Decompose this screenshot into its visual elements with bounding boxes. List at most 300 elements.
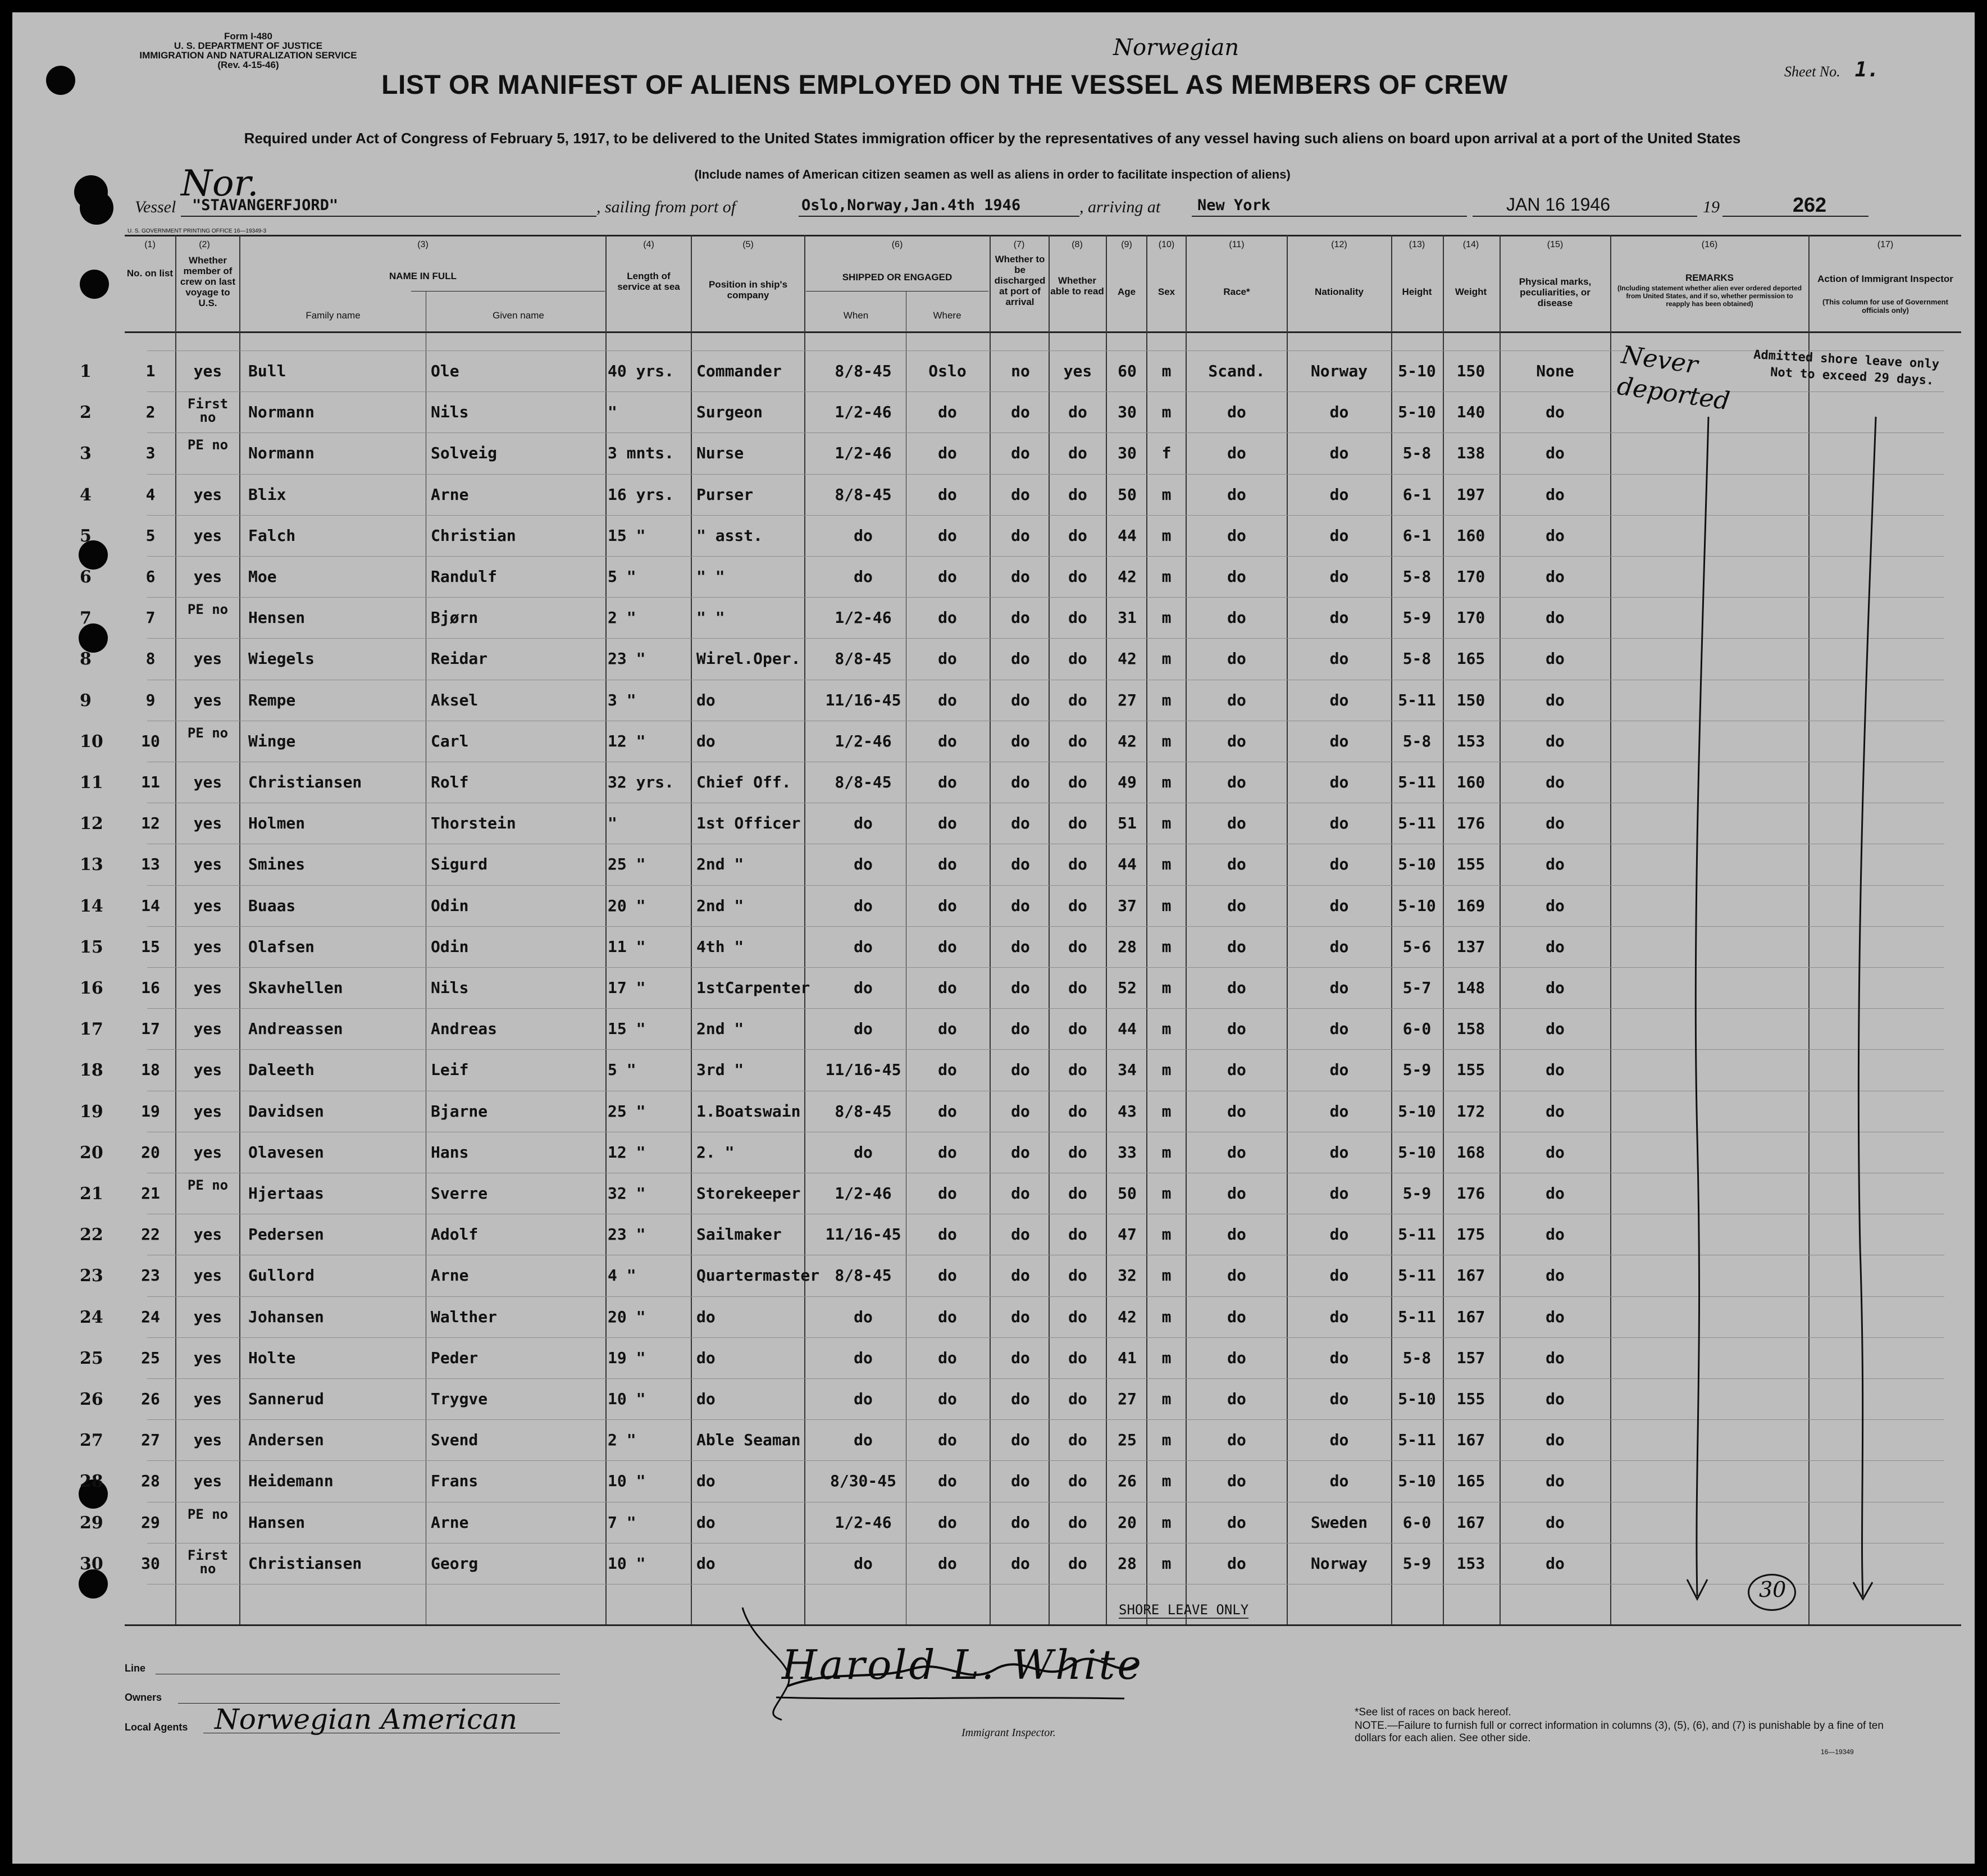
cell-where: do <box>938 485 957 504</box>
cell-n: 14 <box>141 896 160 915</box>
cell-where: do <box>938 444 957 463</box>
col-header-given-name: Given name <box>493 310 544 321</box>
cell-height: 5-8 <box>1402 1348 1432 1367</box>
cell-marks: do <box>1546 1390 1565 1408</box>
cell-sex: m <box>1161 1019 1172 1039</box>
cell-prev: yes <box>193 773 222 791</box>
cell-age: 52 <box>1118 978 1137 997</box>
cell-sex: m <box>1161 567 1172 586</box>
cell-position: Chief Off. <box>696 773 791 791</box>
cell-weight: 197 <box>1456 485 1485 504</box>
cell-read: do <box>1068 444 1087 463</box>
cell-prev: yes <box>193 649 222 668</box>
handwritten-row-number: 5 <box>80 526 92 546</box>
cell-sex: m <box>1161 1142 1172 1162</box>
col-header-when: When <box>843 310 869 321</box>
cell-marks: do <box>1546 1101 1565 1121</box>
cell-when: 1/2-46 <box>835 444 892 463</box>
cell-age: 28 <box>1118 1554 1137 1573</box>
cell-given: Leif <box>431 1060 469 1080</box>
cell-sex: m <box>1161 1431 1172 1450</box>
cell-given: Nils <box>431 978 469 997</box>
cell-race: do <box>1227 1225 1246 1244</box>
cell-read: do <box>1068 526 1087 545</box>
cell-service: 20 " <box>608 1307 646 1326</box>
cell-weight: 167 <box>1456 1307 1485 1326</box>
cell-family: Moe <box>248 567 277 586</box>
cell-when: do <box>854 1554 873 1573</box>
cell-nationality: do <box>1329 1431 1349 1450</box>
cell-service: 25 " <box>608 1101 646 1121</box>
cell-when: do <box>854 978 873 997</box>
penalty-note: NOTE.—Failure to furnish full or correct information in columns (3), (5), (6), and (7) is punishable by a fine of ten dollars for each alien. See other side. <box>1355 1720 1884 1744</box>
col-header-no-on-list: No. on list <box>126 268 174 279</box>
cell-discharge: do <box>1011 1431 1030 1450</box>
cell-nationality: Norway <box>1310 1554 1368 1573</box>
col-num-9: (9) <box>1121 240 1132 249</box>
cell-given: Walther <box>431 1307 498 1326</box>
cell-when: 1/2-46 <box>835 731 892 750</box>
cell-given: Carl <box>431 731 469 750</box>
punch-hole <box>46 66 75 95</box>
cell-family: Blix <box>248 485 286 504</box>
cell-discharge: do <box>1011 485 1030 504</box>
cell-race: do <box>1227 608 1246 627</box>
col-header-last-voyage: Whether member of crew on last voyage to U.S. <box>180 255 236 308</box>
cell-where: do <box>938 608 957 627</box>
cell-age: 50 <box>1118 1184 1137 1203</box>
cell-nationality: do <box>1329 485 1349 504</box>
remarks-ditto-arrow <box>1687 417 1708 1599</box>
total-count: 30 <box>1759 1577 1787 1602</box>
cell-age: 50 <box>1118 485 1137 504</box>
cell-discharge: do <box>1011 444 1030 463</box>
local-agents-label: Local Agents <box>125 1722 188 1733</box>
cell-prev: yes <box>193 1472 222 1491</box>
cell-sex: m <box>1161 1266 1172 1285</box>
cell-read: do <box>1068 1472 1087 1491</box>
cell-age: 27 <box>1118 1390 1137 1408</box>
cell-nationality: do <box>1329 649 1349 668</box>
underline <box>799 216 1079 217</box>
cell-discharge: do <box>1011 1348 1030 1367</box>
cell-family: Olafsen <box>248 937 315 956</box>
cell-weight: 170 <box>1456 608 1485 627</box>
cell-race: do <box>1227 1472 1246 1491</box>
subtitle-note: (Include names of American citizen seamen as well as aliens in order to facilitate inspection of aliens) <box>694 167 1291 181</box>
cell-discharge: do <box>1011 1390 1030 1408</box>
arriving-port: New York <box>1197 197 1271 214</box>
cell-nationality: do <box>1329 1019 1349 1039</box>
cell-n: 24 <box>141 1307 160 1326</box>
cell-prev: yes <box>193 1431 222 1450</box>
handwritten-row-number: 22 <box>80 1225 103 1245</box>
cell-n: 11 <box>141 773 160 791</box>
cell-n: 15 <box>141 937 160 956</box>
cell-age: 25 <box>1118 1431 1137 1450</box>
cell-height: 5-8 <box>1402 567 1432 586</box>
handwritten-row-number: 26 <box>80 1390 103 1409</box>
cell-discharge: do <box>1011 731 1030 750</box>
cell-given: Odin <box>431 937 469 956</box>
cell-position: Wirel.Oper. <box>696 649 801 668</box>
cell-service: 16 yrs. <box>608 485 675 504</box>
col-num-12: (12) <box>1331 240 1347 249</box>
handwritten-row-number: 8 <box>80 649 92 670</box>
action-not-to-exceed: Not to exceed 29 days. <box>1770 365 1934 388</box>
cell-sex: m <box>1161 362 1172 380</box>
cell-weight: 155 <box>1456 1390 1485 1408</box>
cell-read: do <box>1068 896 1087 915</box>
cell-n: 12 <box>141 814 160 833</box>
cell-race: do <box>1227 1101 1246 1121</box>
cell-discharge: do <box>1011 1142 1030 1162</box>
cell-when: do <box>854 1348 873 1367</box>
cell-when: 8/8-45 <box>835 773 892 791</box>
cell-where: do <box>938 1019 957 1039</box>
cell-discharge: do <box>1011 1554 1030 1573</box>
cell-nationality: do <box>1329 1472 1349 1491</box>
cell-n: 13 <box>141 855 160 874</box>
cell-service: 19 " <box>608 1348 646 1367</box>
cell-prev: PE no <box>187 437 229 453</box>
cell-discharge: do <box>1011 855 1030 874</box>
cell-race: do <box>1227 896 1246 915</box>
action-ditto-arrow <box>1853 417 1876 1599</box>
cell-marks: do <box>1546 1513 1565 1532</box>
cell-family: Daleeth <box>248 1060 315 1080</box>
cell-race: do <box>1227 403 1246 422</box>
cell-age: 42 <box>1118 567 1137 586</box>
cell-discharge: do <box>1011 1513 1030 1532</box>
cell-marks: do <box>1546 1019 1565 1039</box>
cell-given: Bjørn <box>431 608 478 627</box>
cell-nationality: do <box>1329 526 1349 545</box>
cell-family: Buaas <box>248 896 296 915</box>
cell-weight: 175 <box>1456 1225 1485 1244</box>
cell-service: 7 " <box>608 1513 636 1532</box>
handwritten-row-number: 25 <box>80 1348 103 1368</box>
cell-weight: 167 <box>1456 1513 1485 1532</box>
cell-position: 2nd " <box>696 896 744 915</box>
cell-height: 5-11 <box>1398 1266 1436 1285</box>
cell-where: do <box>938 690 957 709</box>
cell-family: Holmen <box>248 814 306 833</box>
cell-race: do <box>1227 690 1246 709</box>
cell-read: do <box>1068 690 1087 709</box>
cell-read: do <box>1068 1142 1087 1162</box>
cell-position: do <box>696 690 715 709</box>
cell-given: Thorstein <box>431 814 516 833</box>
cell-race: do <box>1227 1513 1246 1532</box>
handwritten-row-number: 28 <box>80 1472 103 1492</box>
handwritten-row-number: 1 <box>80 362 92 381</box>
cell-marks: do <box>1546 403 1565 422</box>
cell-family: Andreassen <box>248 1019 343 1039</box>
cell-sex: m <box>1161 526 1172 545</box>
col-header-family-name: Family name <box>306 310 361 321</box>
col-num-2: (2) <box>199 240 210 249</box>
signature-text: Harold L. White <box>782 1641 1144 1688</box>
cell-nationality: Norway <box>1310 362 1368 380</box>
cell-when: 1/2-46 <box>835 1513 892 1532</box>
cell-height: 5-8 <box>1402 649 1432 668</box>
cell-read: do <box>1068 1348 1087 1367</box>
column-rule <box>1106 235 1107 1624</box>
cell-given: Solveig <box>431 444 498 463</box>
column-rule <box>1610 235 1611 1624</box>
cell-when: do <box>854 814 873 833</box>
cell-prev: yes <box>193 1142 222 1162</box>
cell-age: 43 <box>1118 1101 1137 1121</box>
cell-given: Sigurd <box>431 855 488 874</box>
cell-read: do <box>1068 1390 1087 1408</box>
cell-when: do <box>854 567 873 586</box>
cell-marks: do <box>1546 1348 1565 1367</box>
cell-weight: 176 <box>1456 814 1485 833</box>
cell-position: do <box>696 1390 715 1408</box>
cell-position: 1.Boatswain <box>696 1101 801 1121</box>
cell-nationality: do <box>1329 444 1349 463</box>
cell-prev: yes <box>193 1348 222 1367</box>
cell-marks: do <box>1546 1266 1565 1285</box>
cell-where: do <box>938 1554 957 1573</box>
cell-age: 47 <box>1118 1225 1137 1244</box>
cell-n: 10 <box>141 731 160 750</box>
owners-label: Owners <box>125 1692 162 1703</box>
cell-weight: 160 <box>1456 526 1485 545</box>
cell-read: do <box>1068 649 1087 668</box>
cell-when: do <box>854 1307 873 1326</box>
ditto-arrows <box>1675 406 1956 1613</box>
cell-family: Pedersen <box>248 1225 324 1244</box>
cell-race: do <box>1227 567 1246 586</box>
cell-discharge: do <box>1011 1225 1030 1244</box>
table-header-border <box>125 331 1961 333</box>
cell-height: 5-10 <box>1398 855 1436 874</box>
sheet-number <box>1784 58 1879 81</box>
cell-sex: m <box>1161 855 1172 874</box>
col-header-race: Race* <box>1223 286 1250 297</box>
cell-height: 5-9 <box>1402 1554 1432 1573</box>
cell-when: do <box>854 855 873 874</box>
manifest-sheet <box>12 12 1975 1864</box>
cell-sex: m <box>1161 1513 1172 1532</box>
cell-when: 11/16-45 <box>825 1225 901 1244</box>
cell-weight: 155 <box>1456 855 1485 874</box>
cell-nationality: do <box>1329 1266 1349 1285</box>
cell-given: Arne <box>431 485 469 504</box>
form-number: Form I-480 <box>224 31 272 42</box>
cell-when: do <box>854 1390 873 1408</box>
cell-when: do <box>854 1142 873 1162</box>
cell-family: Wiegels <box>248 649 315 668</box>
cell-family: Normann <box>248 444 315 463</box>
cell-race: do <box>1227 731 1246 750</box>
page-title: LIST OR MANIFEST OF ALIENS EMPLOYED ON THE VESSEL AS MEMBERS OF CREW <box>381 70 1508 100</box>
cell-marks: do <box>1546 485 1565 504</box>
cell-age: 30 <box>1118 403 1137 422</box>
cell-position: Storekeeper <box>696 1184 801 1203</box>
handwritten-row-number: 11 <box>80 773 103 793</box>
cell-prev: yes <box>193 937 222 956</box>
underline <box>1192 216 1467 217</box>
cell-given: Arne <box>431 1266 469 1285</box>
cell-position: 2nd " <box>696 1019 744 1039</box>
cell-race: do <box>1227 1184 1246 1203</box>
cell-height: 6-1 <box>1402 526 1432 545</box>
cell-service: 23 " <box>608 1225 646 1244</box>
cell-weight: 153 <box>1456 731 1485 750</box>
cell-marks: do <box>1546 526 1565 545</box>
signature-caption: Immigrant Inspector. <box>961 1727 1056 1739</box>
cell-height: 5-8 <box>1402 731 1432 750</box>
cell-n: 28 <box>141 1472 160 1491</box>
cell-n: 20 <box>141 1142 160 1162</box>
cell-height: 6-0 <box>1402 1513 1432 1532</box>
cell-prev: PE no <box>187 1506 229 1522</box>
cell-read: do <box>1068 608 1087 627</box>
cell-where: do <box>938 1513 957 1532</box>
underline <box>1473 216 1697 217</box>
cell-height: 5-10 <box>1398 403 1436 422</box>
cell-sex: m <box>1161 731 1172 750</box>
cell-discharge: do <box>1011 773 1030 791</box>
shipped-subheader-rule <box>806 291 988 292</box>
handwritten-row-number: 29 <box>80 1513 103 1533</box>
col-header-remarks: REMARKS <box>1685 272 1734 283</box>
cell-given: Christian <box>431 526 516 545</box>
cell-nationality: do <box>1329 896 1349 915</box>
cell-marks: do <box>1546 567 1565 586</box>
cell-discharge: do <box>1011 1019 1030 1039</box>
sheet-number-label: Sheet No. <box>1784 63 1840 80</box>
cell-discharge: do <box>1011 526 1030 545</box>
cell-race: do <box>1227 1348 1246 1367</box>
cell-family: Hansen <box>248 1513 306 1532</box>
cell-height: 5-7 <box>1402 978 1432 997</box>
cell-where: do <box>938 1184 957 1203</box>
handwritten-row-number: 2 <box>80 403 92 423</box>
cell-prev: yes <box>193 567 222 586</box>
col-num-3: (3) <box>417 240 429 249</box>
cell-height: 6-1 <box>1402 485 1432 504</box>
cell-n: 30 <box>141 1554 160 1573</box>
cell-height: 5-10 <box>1398 1142 1436 1162</box>
column-rule <box>1146 235 1147 1624</box>
cell-position: do <box>696 1348 715 1367</box>
cell-marks: do <box>1546 1472 1565 1491</box>
cell-nationality: do <box>1329 690 1349 709</box>
cell-position: 1stCarpenter <box>696 978 810 997</box>
handwritten-row-number: 18 <box>80 1060 103 1081</box>
cell-discharge: do <box>1011 690 1030 709</box>
cell-height: 5-10 <box>1398 1390 1436 1408</box>
cell-weight: 167 <box>1456 1266 1485 1285</box>
cell-prev: yes <box>193 526 222 545</box>
cell-family: Andersen <box>248 1431 324 1450</box>
cell-where: do <box>938 1348 957 1367</box>
column-rule <box>1500 235 1501 1624</box>
cell-height: 5-11 <box>1398 690 1436 709</box>
shore-leave-stamp: SHORE LEAVE ONLY <box>1119 1602 1249 1618</box>
cell-sex: m <box>1161 1554 1172 1573</box>
subtitle: Required under Act of Congress of February 5, 1917, to be delivered to the United States immigration officer by the representatives of any vessel having such aliens on board upon arrival at a port of the United States <box>244 130 1741 147</box>
cell-nationality: do <box>1329 608 1349 627</box>
vessel-label: Vessel <box>135 198 176 216</box>
cell-race: do <box>1227 649 1246 668</box>
cell-race: do <box>1227 1390 1246 1408</box>
punch-hole <box>79 1569 108 1599</box>
handwritten-row-number: 30 <box>80 1554 103 1574</box>
cell-family: Sannerud <box>248 1390 324 1408</box>
cell-race: do <box>1227 1307 1246 1326</box>
cell-service: 2 " <box>608 1431 636 1450</box>
table-top-border <box>125 235 1961 236</box>
cell-height: 5-11 <box>1398 1307 1436 1326</box>
arrival-date-stamp: JAN 16 1946 <box>1506 194 1611 215</box>
cell-nationality: do <box>1329 1348 1349 1367</box>
cell-height: 5-8 <box>1402 444 1432 463</box>
cell-read: yes <box>1063 362 1092 380</box>
cell-discharge: do <box>1011 814 1030 833</box>
cell-position: do <box>696 1513 715 1532</box>
handwritten-row-number: 7 <box>80 608 92 629</box>
cell-weight: 168 <box>1456 1142 1485 1162</box>
cell-when: 8/8-45 <box>835 362 892 380</box>
cell-position: do <box>696 731 715 750</box>
cell-where: do <box>938 567 957 586</box>
punch-hole <box>80 191 113 225</box>
cell-where: do <box>938 1431 957 1450</box>
cell-weight: 167 <box>1456 1431 1485 1450</box>
handwritten-row-number: 3 <box>80 444 92 464</box>
cell-weight: 165 <box>1456 649 1485 668</box>
cell-discharge: do <box>1011 937 1030 956</box>
cell-sex: m <box>1161 1060 1172 1080</box>
cell-height: 5-10 <box>1398 896 1436 915</box>
cell-where: do <box>938 1060 957 1080</box>
col-header-shipped: SHIPPED OR ENGAGED <box>842 272 953 283</box>
cell-marks: do <box>1546 1184 1565 1203</box>
cell-service: 10 " <box>608 1472 646 1491</box>
cell-sex: m <box>1161 1184 1172 1203</box>
cell-sex: m <box>1161 1472 1172 1491</box>
line-label: Line <box>125 1663 146 1674</box>
cell-age: 37 <box>1118 896 1137 915</box>
cell-prev: yes <box>193 814 222 833</box>
cell-given: Odin <box>431 896 469 915</box>
handwritten-row-number: 15 <box>80 937 103 957</box>
cell-age: 49 <box>1118 773 1137 791</box>
cell-prev: yes <box>193 1060 222 1080</box>
cell-n: 7 <box>145 608 156 627</box>
cell-nationality: do <box>1329 937 1349 956</box>
cell-height: 5-11 <box>1398 814 1436 833</box>
cell-race: do <box>1227 444 1246 463</box>
cell-age: 30 <box>1118 444 1137 463</box>
cell-nationality: do <box>1329 773 1349 791</box>
cell-position: " " <box>696 608 725 627</box>
cell-service: 15 " <box>608 1019 646 1039</box>
col-header-action: Action of Immigrant Inspector <box>1817 274 1953 284</box>
cell-discharge: do <box>1011 1307 1030 1326</box>
cell-marks: do <box>1546 649 1565 668</box>
vessel-name: "STAVANGERFJORD" <box>192 197 339 214</box>
cell-weight: 158 <box>1456 1019 1485 1039</box>
cell-marks: do <box>1546 1142 1565 1162</box>
cell-nationality: do <box>1329 403 1349 422</box>
